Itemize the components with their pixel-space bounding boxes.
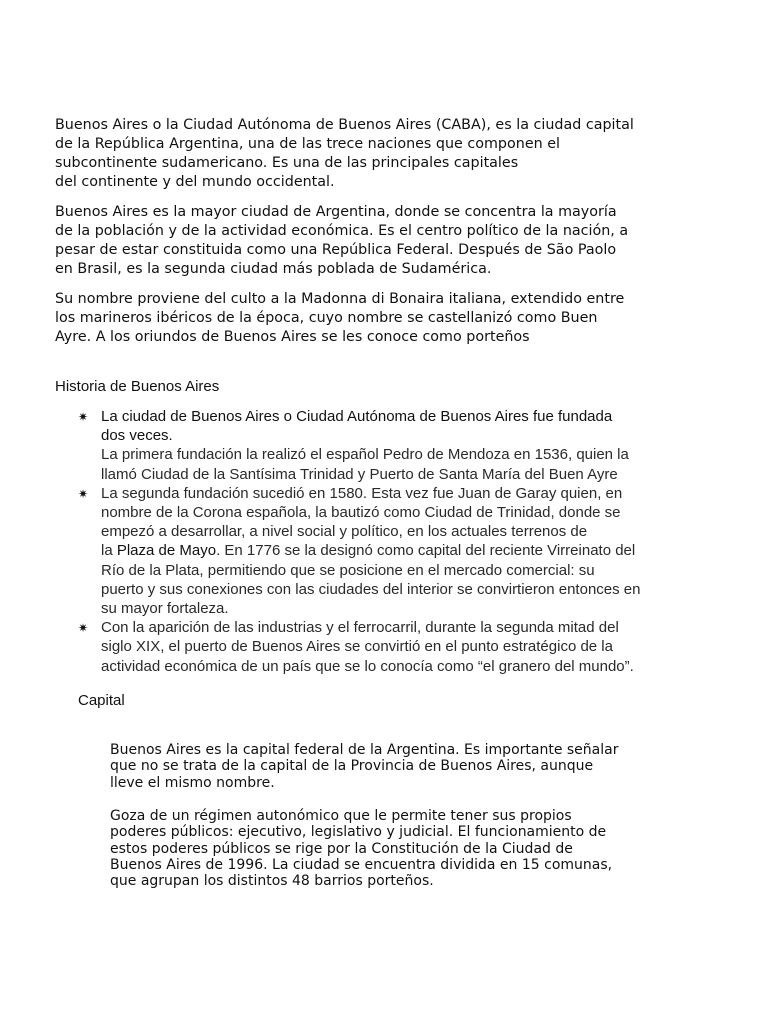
capital-paragraph-1: [110, 742, 670, 791]
list-item: [78, 484, 678, 618]
text-line: que agrupan los distintos 48 barrios porteños.: [110, 873, 434, 890]
text-fragment: la: [101, 542, 117, 560]
text-line: siglo XIX, el puerto de Buenos Aires se convirtió en el punto estratégico de la: [101, 638, 613, 656]
intro-paragraph-1: [55, 116, 675, 192]
text-line: en Brasil, es la segunda ciudad más poblada de Sudamérica.: [55, 261, 492, 277]
text-line: Con la aparición de las industrias y el ferrocarril, durante la segunda mitad del: [101, 619, 619, 637]
text-line: Buenos Aires de 1996. La ciudad se encuentra dividida en 15 comunas,: [110, 856, 613, 873]
text-line: Río de la Plata, permitiendo que se posicione en el mercado comercial: su: [101, 561, 595, 579]
text-line: La primera fundación la realizó el español Pedro de Mendoza en 1536, quien la: [101, 446, 629, 464]
text-line: llamó Ciudad de la Santísima Trinidad y Puerto de Santa María del Buen Ayre: [101, 465, 618, 483]
text-line: los marineros ibéricos de la época, cuyo nombre se castellanizó como Buen: [55, 310, 598, 326]
text-fragment: . En 1776 se la designó como capital del reciente Virreinato del: [216, 542, 636, 560]
text-line: del continente y del mundo occidental.: [55, 174, 335, 190]
text-line: dos veces.: [101, 427, 173, 445]
historia-heading: Historia de Buenos Aires: [55, 378, 220, 395]
text-line: que no se trata de la capital de la Provincia de Buenos Aires, aunque: [110, 758, 594, 775]
text-line: estos poderes públicos se rige por la Constitución de la Ciudad de: [110, 840, 573, 857]
capital-heading: Capital: [78, 692, 125, 709]
capital-paragraph-2: [110, 808, 670, 889]
text-line: Goza de un régimen autonómico que le permite tener sus propios: [110, 808, 572, 824]
historia-list: [78, 407, 678, 676]
text-line: Buenos Aires es la mayor ciudad de Argentina, donde se concentra la mayoría: [55, 204, 617, 220]
text-line: puerto y sus conexiones con las ciudades del interior se convirtieron entonces en: [101, 580, 641, 598]
plaza-de-mayo-link[interactable]: Plaza de Mayo: [116, 542, 217, 560]
text-line: de la población y de la actividad económica. Es el centro político de la nación, a: [55, 223, 629, 239]
text-line: de la República Argentina, una de las trece naciones que componen el: [55, 136, 560, 152]
list-item: [78, 407, 678, 484]
text-line: La segunda fundación sucedió en 1580. Esta vez fue Juan de Garay quien, en: [101, 484, 623, 502]
text-line: poderes públicos: ejecutivo, legislativo y judicial. El funcionamiento de: [110, 824, 607, 841]
text-line: actividad económica de un país que se lo conocía como “el granero del mundo”.: [101, 657, 634, 675]
list-item: [78, 618, 678, 676]
intro-paragraph-3: [55, 290, 675, 347]
asterisk-bullet-icon: ✷: [78, 410, 89, 424]
text-line: Buenos Aires o la Ciudad Autónoma de Buenos Aires (CABA), es la ciudad capital: [55, 117, 634, 133]
text-line: La ciudad de Buenos Aires o Ciudad Autónoma de Buenos Aires fue fundada: [101, 408, 613, 425]
text-line: Su nombre proviene del culto a la Madonna di Bonaira italiana, extendido entre: [55, 291, 625, 307]
text-line: lleve el mismo nombre.: [110, 774, 275, 791]
intro-paragraph-2: [55, 203, 675, 279]
text-line: Buenos Aires es la capital federal de la Argentina. Es importante señalar: [110, 742, 619, 758]
text-line: [101, 541, 678, 560]
text-line: pesar de estar constituida como una República Federal. Después de São Paolo: [55, 242, 617, 258]
text-line: Ayre. A los oriundos de Buenos Aires se les conoce como porteños: [55, 329, 530, 345]
text-line: subcontinente sudamericano. Es una de las principales capitales: [55, 155, 519, 171]
text-line: empezó a desarrollar, a nivel social y político, en los actuales terrenos de: [101, 523, 588, 541]
asterisk-bullet-icon: ✷: [78, 621, 89, 636]
text-line: su mayor fortaleza.: [101, 600, 229, 618]
text-line: nombre de la Corona española, la bautizó como Ciudad de Trinidad, donde se: [101, 504, 621, 522]
asterisk-bullet-icon: ✷: [78, 486, 89, 501]
